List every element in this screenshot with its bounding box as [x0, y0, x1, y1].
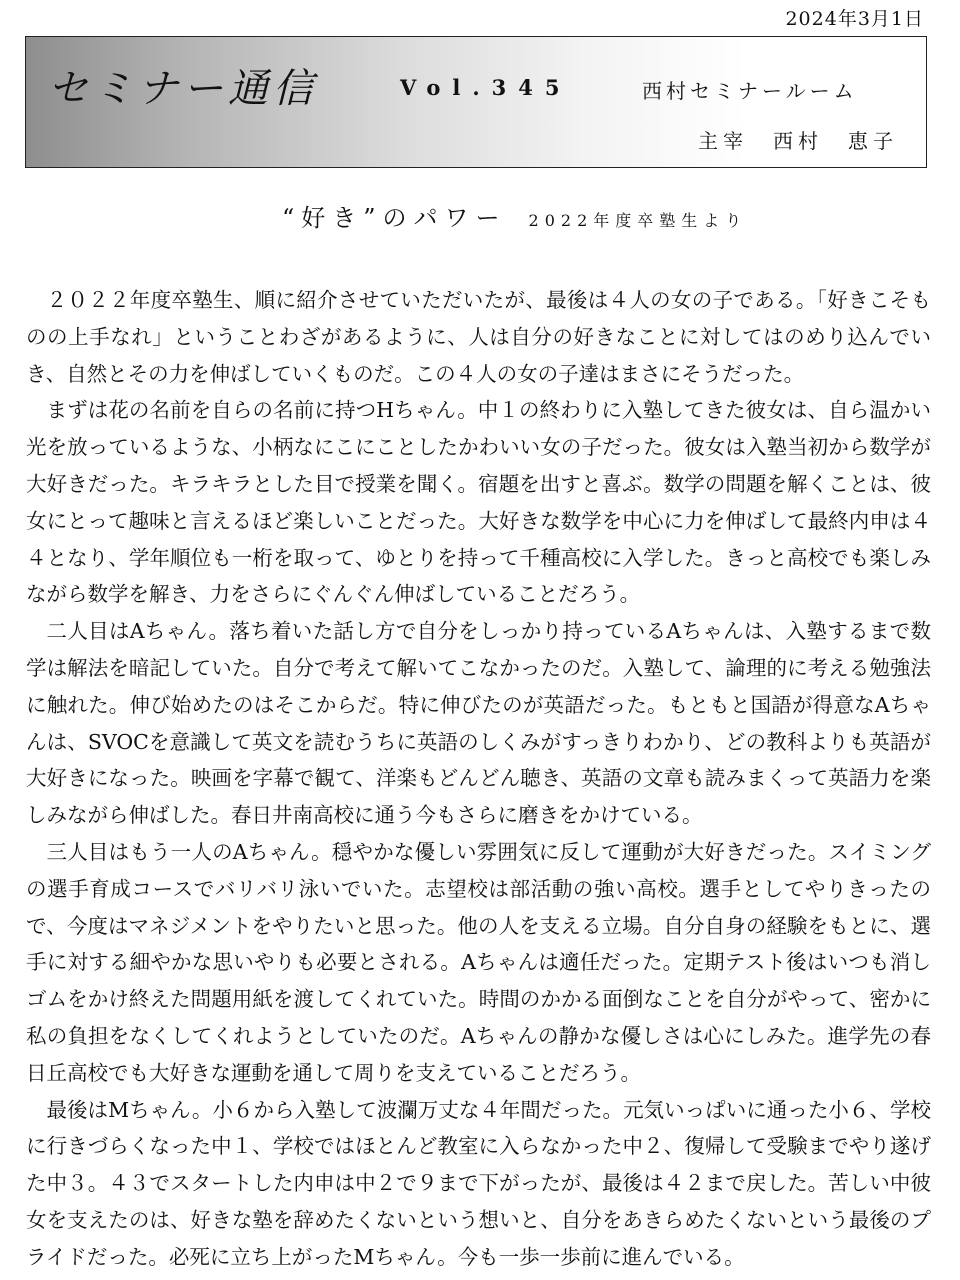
paragraph: ２０２２年度卒塾生、順に紹介させていただいたが、最後は４人の女の子である。「好きこそものの上手なれ」ということわざがあるように、人は自分の好きなことに対してはのめり込んでいき、自然とその力を伸ばしていくものだ。この４人の女の子達はまさにそうだった。 — [26, 288, 931, 386]
article-body — [26, 282, 931, 1276]
paragraph: 最後はMちゃん。小６から入塾して波瀾万丈な４年間だった。元気いっぱいに通った小６、学校に行きづらくなった中１、学校ではほとんど教室に入らなかった中２、復帰して受験までやり遂げた中３。４３でスタートした内申は中２で９まで下がったが、最後は４２まで戻した。苦しい中彼女を支えたのは、好きな塾を辞めたくないという想いと、自分をあきらめたくないという最後のプライドだった。必死に立ち上がったMちゃん。今も一歩一歩前に進んでいる。 — [26, 1097, 931, 1269]
paragraph: まずは花の名前を自らの名前に持つHちゃん。中１の終わりに入塾してきた彼女は、自ら温かい光を放っているような、小柄なにこにことしたかわいい女の子だった。彼女は入塾当初から数学が大好きだった。キラキラとした目で授業を聞く。宿題を出すと喜ぶ。数学の問題を解くことは、彼女にとって趣味と言えるほど楽しいことだった。大好きな数学を中心に力を伸ばして最終内申は４４となり、学年順位も一桁を取って、ゆとりを持って千種高校に入学した。きっと高校でも楽しみながら数学を解き、力をさらにぐんぐん伸ばしていることだろう。 — [26, 398, 931, 607]
paragraph: 二人目はAちゃん。落ち着いた話し方で自分をしっかり持っているAちゃんは、入塾するまで数学は解法を暗記していた。自分で考えて解いてこなかったのだ。入塾して、論理的に考える勉強法に触れた。伸び始めたのはそこからだ。特に伸びたのが英語だった。もともと国語が得意なAちゃんは、SVOCを意識して英文を読むうちに英語のしくみがすっきりわかり、どの教科よりも英語が大好きになった。映画を字幕で観て、洋楽もどんどん聴き、英語の文章も読みまくって英語力を楽しみながら伸ばした。春日井南高校に通う今もさらに磨きをかけている。 — [26, 619, 931, 828]
host-name: 主宰 西村 恵子 — [698, 129, 898, 153]
article-title: “好き”のパワー — [282, 204, 507, 232]
organization-name: 西村セミナールーム — [642, 79, 858, 103]
newsletter-title: セミナー通信 — [48, 66, 318, 112]
issue-date: 2024年3月1日 — [785, 8, 924, 30]
paragraph: 三人目はもう一人のAちゃん。穏やかな優しい雰囲気に反して運動が大好きだった。スイミングの選手育成コースでバリバリ泳いでいた。志望校は部活動の強い高校。選手としてやりきったので、今度はマネジメントをやりたいと思った。他の人を支える立場。自分自身の経験をもとに、選手に対する細やかな思いやりも必要とされる。Aちゃんは適任だった。定期テスト後はいつも消しゴムをかけ終えた問題用紙を渡してくれていた。時間のかかる面倒なことを自分がやって、密かに私の負担をなくしてくれようとしていたのだ。Aちゃんの静かな優しさは心にしみた。進学先の春日丘高校でも大好きな運動を通して周りを支えていることだろう。 — [26, 839, 931, 1085]
article-subtitle: 2022年度卒塾生より — [528, 211, 748, 230]
volume-number: Vol.345 — [400, 75, 572, 100]
article-heading — [282, 198, 747, 233]
newsletter-header — [25, 36, 927, 168]
